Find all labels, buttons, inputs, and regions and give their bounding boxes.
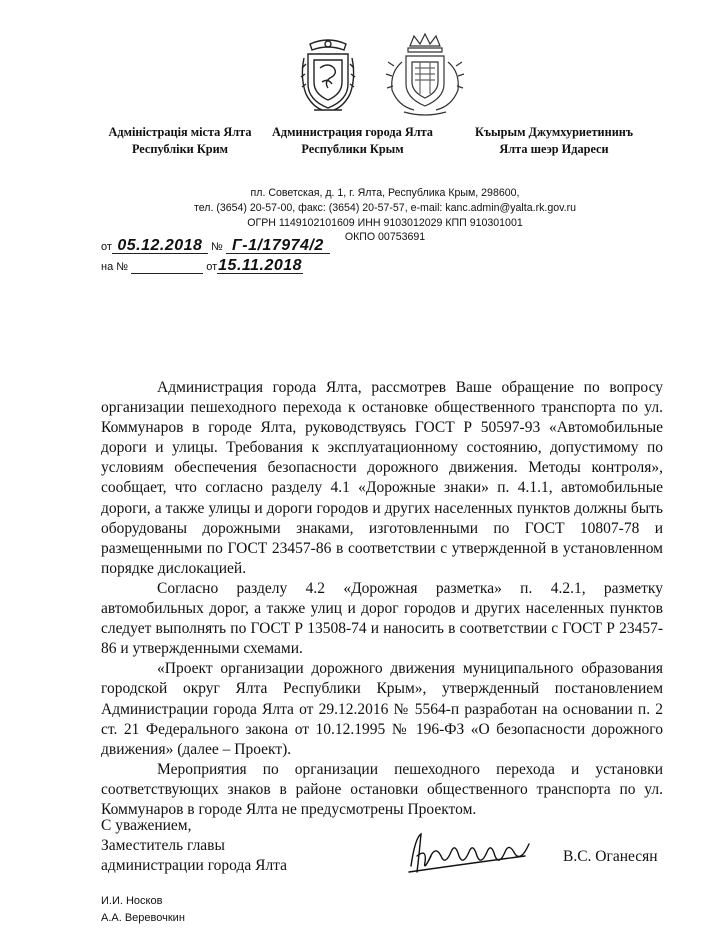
body-paragraph-2: Согласно разделу 4.2 «Дорожная разметка» п. 4.2.1, разметку автомобильных дорог, а также улиц и дорог городов и других населенных пунктов следует выполнять по ГОСТ Р 13508-74 и наносить в соответствии с ГОСТ Р 23457-86 и утвержденными схемами. bbox=[101, 579, 663, 658]
position-line-1: Заместитель главы bbox=[101, 837, 225, 855]
header-ukrainian bbox=[100, 124, 260, 158]
reference-from-label: от bbox=[206, 261, 218, 273]
header-russian bbox=[265, 124, 440, 158]
header-russian-line2: Республики Крым bbox=[301, 142, 404, 156]
reference-date: 15.11.2018 bbox=[218, 257, 303, 274]
header-russian-line1: Администрация города Ялта bbox=[272, 125, 433, 139]
phones-line: тел. (3654) 20-57-00, факс: (3654) 20-57-57, e-mail: kanc.admin@yalta.rk.gov.ru bbox=[193, 201, 576, 214]
handwritten-signature-icon bbox=[405, 826, 535, 880]
incoming-reference bbox=[101, 258, 303, 274]
ogrn-line: ОГРН 1149102101609 ИНН 9103012029 КПП 910301001 bbox=[247, 216, 523, 229]
header-ukrainian-line1: Адміністрація міста Ялта bbox=[108, 125, 252, 139]
number-label: № bbox=[210, 241, 223, 253]
yalta-coat-of-arms-icon bbox=[384, 32, 466, 116]
body-paragraph-1: Администрация города Ялта, рассмотрев Ваше обращение по вопросу организации пешеходного перехода к остановке общественного транспорта по ул. Коммунаров в городе Ялта, руководствуясь ГОСТ Р 50597-93 «Автомобильные дороги и улицы. Требования к эксплуатационному состоянию, допустимому по условиям обеспечения безопасности дорожного движения. Методы контроля», сообщает, что согласно разделу 4.1 «Дорожные знаки» п. 4.1.1, автомобильные дороги, а также улицы и дороги городов и других населенных пунктов должны быть оборудованы дорожными знаками, изготовленными по ГОСТ 10807-78 и размещенными по ГОСТ 23457-86 в соответствии с утвержденной в установленном порядке дислокацией. bbox=[101, 379, 663, 577]
letter-body bbox=[101, 378, 663, 820]
header-ukrainian-line2: Республіки Крим bbox=[131, 142, 229, 156]
closing-block bbox=[101, 816, 287, 877]
header-crimean-tatar bbox=[465, 124, 643, 158]
body-paragraph-3: «Проект организации дорожного движения муниципального образования городской округ Ялта Республики Крым», утвержденный постановлением Администрации города Ялта от 29.12.2016 № 5564-п разработан на основании п. 2 ст. 21 Федерального закона от 10.12.1995 № 196-ФЗ «О безопасности дорожного движения» (далее – Проект). bbox=[101, 660, 663, 758]
outgoing-date: 05.12.2018 bbox=[112, 238, 208, 254]
outgoing-number: Г-1/17974/2 bbox=[226, 238, 330, 254]
address-line: пл. Советская, д. 1, г. Ялта, Республика Крым, 298600, bbox=[250, 187, 520, 199]
from-label: от bbox=[101, 241, 112, 253]
executor-2: А.А. Веревочкин bbox=[101, 912, 185, 924]
position-line-2: администрации города Ялта bbox=[101, 857, 288, 875]
contact-block bbox=[150, 186, 620, 245]
header-crimean-tatar-line2: Ялта шеэр Идареси bbox=[499, 142, 609, 156]
outgoing-registration bbox=[101, 238, 330, 254]
regards-line: С уважением, bbox=[101, 817, 192, 834]
executor-1: И.И. Носков bbox=[101, 895, 163, 907]
signer-name: В.С. Оганесян bbox=[563, 848, 658, 865]
crimea-emblem-icon bbox=[300, 38, 356, 114]
executors-block bbox=[101, 893, 185, 927]
body-paragraph-4: Мероприятия по организации пешеходного перехода и установки соответствующих знаков в районе остановки общественного транспорта по ул. Коммунаров в городе Ялта не предусмотрены Проектом. bbox=[101, 760, 663, 818]
okpo-line: ОКПО 00753691 bbox=[344, 231, 426, 244]
reference-number bbox=[131, 258, 203, 274]
on-number-label: на № bbox=[101, 261, 129, 273]
header-crimean-tatar-line1: Къырым Джумхуриетининъ bbox=[474, 125, 634, 139]
